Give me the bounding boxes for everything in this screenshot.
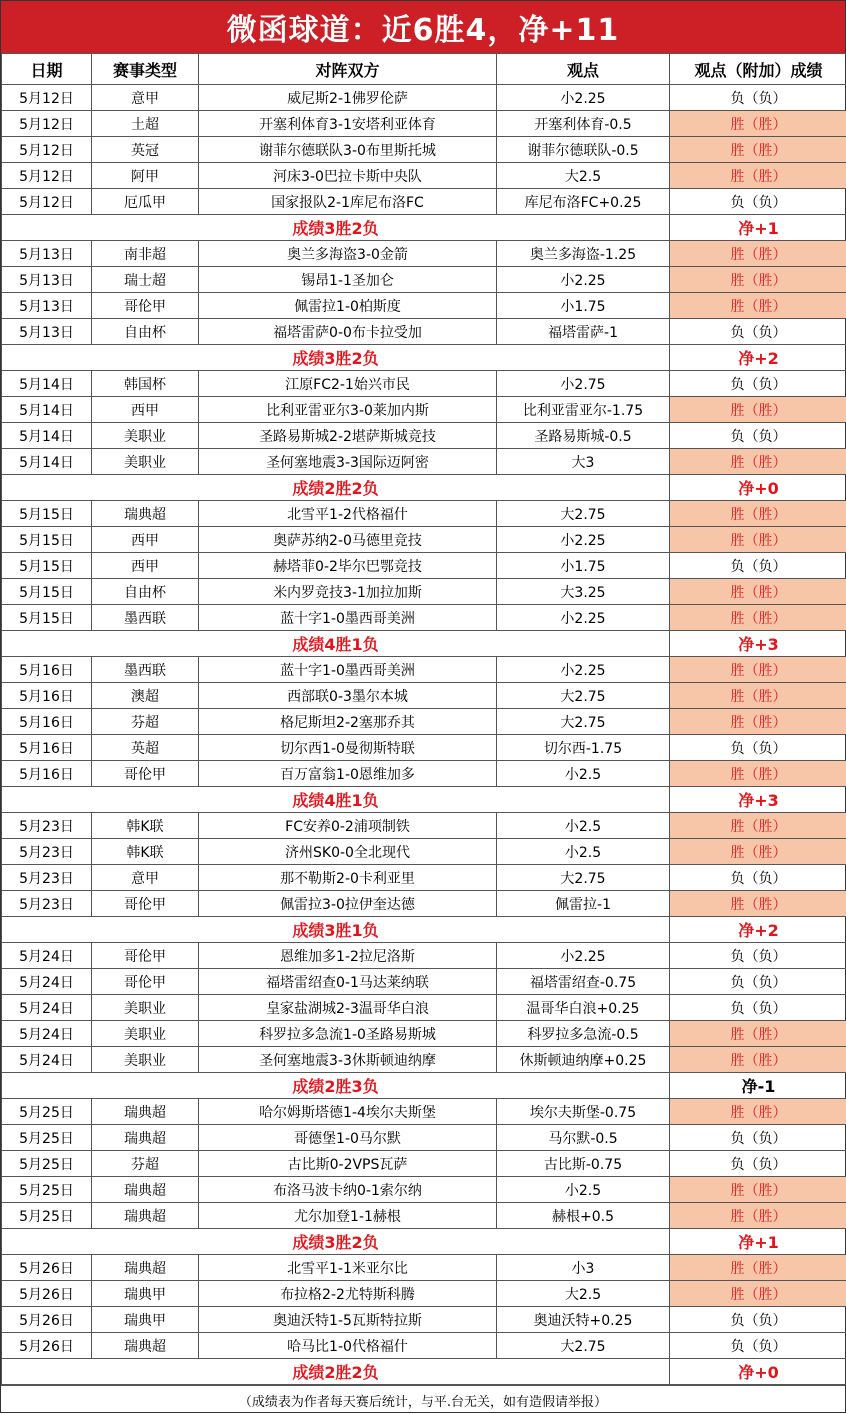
cell-result: 胜（胜）: [670, 1021, 846, 1047]
cell-date: 5月16日: [2, 683, 92, 709]
cell-date: 5月23日: [2, 839, 92, 865]
table-row: [2, 1177, 846, 1203]
table-row: [2, 449, 846, 475]
cell-league: 土超: [92, 111, 199, 137]
cell-date: 5月13日: [2, 293, 92, 319]
cell-pick: 小2.25: [497, 267, 670, 293]
cell-result: 胜（胜）: [670, 501, 846, 527]
cell-date: 5月15日: [2, 605, 92, 631]
cell-result: 胜（胜）: [670, 579, 846, 605]
cell-pick: 佩雷拉-1: [497, 891, 670, 917]
cell-pick: 大3: [497, 449, 670, 475]
cell-result: 负（负）: [670, 1307, 846, 1333]
summary-net: 净+3: [670, 631, 846, 657]
cell-league: 哥伦甲: [92, 891, 199, 917]
cell-result: 胜（胜）: [670, 1099, 846, 1125]
cell-league: 瑞典超: [92, 1099, 199, 1125]
cell-date: 5月16日: [2, 761, 92, 787]
table-header-row: [2, 54, 846, 85]
cell-league: 瑞典超: [92, 1203, 199, 1229]
cell-match: FC安养0-2浦项制铁: [199, 813, 497, 839]
cell-pick: 大2.75: [497, 865, 670, 891]
cell-pick: 奥迪沃特+0.25: [497, 1307, 670, 1333]
cell-league: 芬超: [92, 1151, 199, 1177]
cell-date: 5月12日: [2, 111, 92, 137]
cell-match: 威尼斯2-1佛罗伦萨: [199, 85, 497, 111]
header-match: 对阵双方: [199, 54, 497, 85]
table-row: [2, 85, 846, 111]
cell-league: 自由杯: [92, 579, 199, 605]
cell-result: 胜（胜）: [670, 1177, 846, 1203]
cell-match: 福塔雷萨0-0布卡拉受加: [199, 319, 497, 345]
cell-date: 5月25日: [2, 1151, 92, 1177]
cell-result: 胜（胜）: [670, 293, 846, 319]
cell-league: 英超: [92, 735, 199, 761]
cell-result: 负（负）: [670, 319, 846, 345]
summary-row: [2, 1229, 846, 1255]
table-row: [2, 709, 846, 735]
cell-result: 胜（胜）: [670, 111, 846, 137]
table-row: [2, 1099, 846, 1125]
cell-league: 韩K联: [92, 813, 199, 839]
cell-match: 古比斯0-2VPS瓦萨: [199, 1151, 497, 1177]
cell-league: 西甲: [92, 397, 199, 423]
cell-result: 胜（胜）: [670, 449, 846, 475]
cell-result: 负（负）: [670, 371, 846, 397]
table-row: [2, 995, 846, 1021]
cell-match: 奥迪沃特1-5瓦斯特拉斯: [199, 1307, 497, 1333]
cell-date: 5月23日: [2, 891, 92, 917]
cell-date: 5月24日: [2, 995, 92, 1021]
cell-match: 圣何塞地震3-3国际迈阿密: [199, 449, 497, 475]
cell-league: 美职业: [92, 1021, 199, 1047]
cell-match: 哥德堡1-0马尔默: [199, 1125, 497, 1151]
table-row: [2, 735, 846, 761]
cell-match: 比利亚雷亚尔3-0莱加内斯: [199, 397, 497, 423]
summary-row: [2, 215, 846, 241]
summary-row: [2, 1073, 846, 1099]
table-row: [2, 423, 846, 449]
cell-league: 西甲: [92, 553, 199, 579]
cell-date: 5月26日: [2, 1281, 92, 1307]
cell-date: 5月12日: [2, 189, 92, 215]
cell-result: 胜（胜）: [670, 1255, 846, 1281]
cell-league: 自由杯: [92, 319, 199, 345]
cell-match: 锡昂1-1圣加仑: [199, 267, 497, 293]
summary-row: [2, 917, 846, 943]
cell-date: 5月24日: [2, 1021, 92, 1047]
cell-match: 科罗拉多急流1-0圣路易斯城: [199, 1021, 497, 1047]
cell-league: 芬超: [92, 709, 199, 735]
cell-pick: 科罗拉多急流-0.5: [497, 1021, 670, 1047]
cell-date: 5月14日: [2, 423, 92, 449]
cell-pick: 小2.25: [497, 943, 670, 969]
cell-result: 胜（胜）: [670, 1203, 846, 1229]
cell-league: 西甲: [92, 527, 199, 553]
cell-league: 瑞典超: [92, 1177, 199, 1203]
cell-league: 美职业: [92, 995, 199, 1021]
header-date: 日期: [2, 54, 92, 85]
cell-match: 北雪平1-1米亚尔比: [199, 1255, 497, 1281]
cell-league: 英冠: [92, 137, 199, 163]
cell-match: 江原FC2-1始兴市民: [199, 371, 497, 397]
cell-date: 5月12日: [2, 137, 92, 163]
summary-record: 成绩4胜1负: [2, 787, 670, 813]
table-row: [2, 969, 846, 995]
summary-record: 成绩2胜2负: [2, 1359, 670, 1385]
cell-match: 米内罗竞技3-1加拉加斯: [199, 579, 497, 605]
cell-pick: 埃尔夫斯堡-0.75: [497, 1099, 670, 1125]
cell-pick: 休斯顿迪纳摩+0.25: [497, 1047, 670, 1073]
summary-record: 成绩3胜2负: [2, 345, 670, 371]
summary-record: 成绩3胜1负: [2, 917, 670, 943]
cell-date: 5月25日: [2, 1099, 92, 1125]
page-title: 微函球道：近6胜4，净+11: [1, 1, 845, 53]
cell-date: 5月15日: [2, 527, 92, 553]
cell-league: 瑞典超: [92, 501, 199, 527]
cell-result: 胜（胜）: [670, 241, 846, 267]
cell-match: 尤尔加登1-1赫根: [199, 1203, 497, 1229]
header-result: 观点（附加）成绩: [670, 54, 846, 85]
cell-pick: 小2.75: [497, 371, 670, 397]
summary-net: 净+1: [670, 215, 846, 241]
cell-league: 美职业: [92, 449, 199, 475]
table-row: [2, 605, 846, 631]
table-row: [2, 1307, 846, 1333]
header-pick: 观点: [497, 54, 670, 85]
table-row: [2, 293, 846, 319]
cell-pick: 奥兰多海盗-1.25: [497, 241, 670, 267]
cell-result: 胜（胜）: [670, 1281, 846, 1307]
cell-pick: 比利亚雷亚尔-1.75: [497, 397, 670, 423]
cell-result: 负（负）: [670, 943, 846, 969]
summary-row: [2, 1359, 846, 1385]
header-league: 赛事类型: [92, 54, 199, 85]
summary-row: [2, 631, 846, 657]
cell-pick: 大2.75: [497, 683, 670, 709]
cell-result: 胜（胜）: [670, 267, 846, 293]
cell-pick: 小2.25: [497, 657, 670, 683]
cell-match: 佩雷拉1-0柏斯度: [199, 293, 497, 319]
table-row: [2, 813, 846, 839]
cell-result: 胜（胜）: [670, 709, 846, 735]
table-row: [2, 1203, 846, 1229]
cell-result: 负（负）: [670, 423, 846, 449]
cell-result: 负（负）: [670, 85, 846, 111]
cell-match: 圣何塞地震3-3休斯顿迪纳摩: [199, 1047, 497, 1073]
cell-date: 5月26日: [2, 1333, 92, 1359]
cell-date: 5月26日: [2, 1255, 92, 1281]
cell-pick: 谢菲尔德联队-0.5: [497, 137, 670, 163]
cell-result: 负（负）: [670, 735, 846, 761]
table-row: [2, 1255, 846, 1281]
cell-league: 阿甲: [92, 163, 199, 189]
table-row: [2, 111, 846, 137]
cell-match: 那不勒斯2-0卡利亚里: [199, 865, 497, 891]
cell-match: 赫塔菲0-2毕尔巴鄂竞技: [199, 553, 497, 579]
table-row: [2, 163, 846, 189]
cell-result: 胜（胜）: [670, 397, 846, 423]
cell-result: 负（负）: [670, 865, 846, 891]
cell-pick: 小2.25: [497, 85, 670, 111]
table-row: [2, 579, 846, 605]
cell-result: 胜（胜）: [670, 891, 846, 917]
cell-date: 5月14日: [2, 449, 92, 475]
cell-league: 韩国杯: [92, 371, 199, 397]
cell-match: 河床3-0巴拉卡斯中央队: [199, 163, 497, 189]
summary-record: 成绩2胜2负: [2, 475, 670, 501]
summary-row: [2, 475, 846, 501]
cell-league: 瑞士超: [92, 267, 199, 293]
cell-match: 奥萨苏纳2-0马德里竞技: [199, 527, 497, 553]
cell-date: 5月25日: [2, 1125, 92, 1151]
table-row: [2, 891, 846, 917]
cell-match: 布拉格2-2尤特斯科腾: [199, 1281, 497, 1307]
cell-match: 圣路易斯城2-2堪萨斯城竞技: [199, 423, 497, 449]
table-row: [2, 501, 846, 527]
cell-pick: 小2.25: [497, 605, 670, 631]
cell-league: 瑞典超: [92, 1125, 199, 1151]
cell-date: 5月15日: [2, 553, 92, 579]
cell-date: 5月23日: [2, 865, 92, 891]
cell-pick: 切尔西-1.75: [497, 735, 670, 761]
cell-pick: 小1.75: [497, 553, 670, 579]
cell-league: 哥伦甲: [92, 969, 199, 995]
summary-record: 成绩3胜2负: [2, 1229, 670, 1255]
cell-pick: 小2.25: [497, 527, 670, 553]
cell-pick: 古比斯-0.75: [497, 1151, 670, 1177]
cell-league: 韩K联: [92, 839, 199, 865]
cell-match: 切尔西1-0曼彻斯特联: [199, 735, 497, 761]
cell-pick: 大3.25: [497, 579, 670, 605]
cell-match: 格尼斯坦2-2塞那乔其: [199, 709, 497, 735]
table-row: [2, 761, 846, 787]
cell-match: 奥兰多海盗3-0金箭: [199, 241, 497, 267]
cell-pick: 小1.75: [497, 293, 670, 319]
cell-match: 西部联0-3墨尔本城: [199, 683, 497, 709]
summary-net: 净+2: [670, 345, 846, 371]
cell-match: 开塞利体育3-1安塔利亚体育: [199, 111, 497, 137]
summary-record: 成绩4胜1负: [2, 631, 670, 657]
cell-pick: 小3: [497, 1255, 670, 1281]
cell-match: 福塔雷绍查0-1马达莱纳联: [199, 969, 497, 995]
cell-date: 5月13日: [2, 319, 92, 345]
cell-date: 5月16日: [2, 735, 92, 761]
cell-result: 负（负）: [670, 1151, 846, 1177]
results-table: [1, 53, 846, 1385]
cell-result: 胜（胜）: [670, 137, 846, 163]
summary-net: 净+1: [670, 1229, 846, 1255]
cell-pick: 小2.5: [497, 813, 670, 839]
cell-pick: 小2.5: [497, 1177, 670, 1203]
table-row: [2, 527, 846, 553]
cell-date: 5月12日: [2, 85, 92, 111]
table-row: [2, 553, 846, 579]
table-row: [2, 1125, 846, 1151]
cell-result: 胜（胜）: [670, 163, 846, 189]
cell-league: 意甲: [92, 865, 199, 891]
cell-result: 负（负）: [670, 1333, 846, 1359]
table-row: [2, 1021, 846, 1047]
cell-pick: 小2.5: [497, 761, 670, 787]
cell-match: 济州SK0-0全北现代: [199, 839, 497, 865]
cell-date: 5月23日: [2, 813, 92, 839]
cell-result: 胜（胜）: [670, 605, 846, 631]
cell-league: 澳超: [92, 683, 199, 709]
footer-note: （成绩表为作者每天赛后统计，与平.台无关，如有造假请举报）: [1, 1385, 845, 1414]
cell-league: 瑞典甲: [92, 1307, 199, 1333]
cell-match: 蓝十字1-0墨西哥美洲: [199, 605, 497, 631]
summary-record: 成绩2胜3负: [2, 1073, 670, 1099]
cell-date: 5月25日: [2, 1177, 92, 1203]
table-row: [2, 683, 846, 709]
table-row: [2, 865, 846, 891]
table-row: [2, 397, 846, 423]
cell-date: 5月24日: [2, 969, 92, 995]
cell-league: 意甲: [92, 85, 199, 111]
cell-date: 5月13日: [2, 241, 92, 267]
table-row: [2, 839, 846, 865]
table-row: [2, 241, 846, 267]
cell-match: 谢菲尔德联队3-0布里斯托城: [199, 137, 497, 163]
summary-net: 净-1: [670, 1073, 846, 1099]
cell-result: 胜（胜）: [670, 527, 846, 553]
table-row: [2, 137, 846, 163]
cell-date: 5月12日: [2, 163, 92, 189]
cell-date: 5月16日: [2, 657, 92, 683]
cell-pick: 大2.75: [497, 501, 670, 527]
cell-league: 哥伦甲: [92, 293, 199, 319]
cell-match: 布洛马波卡纳0-1索尔纳: [199, 1177, 497, 1203]
summary-net: 净+0: [670, 475, 846, 501]
cell-date: 5月14日: [2, 397, 92, 423]
cell-pick: 小2.5: [497, 839, 670, 865]
cell-date: 5月24日: [2, 943, 92, 969]
cell-match: 蓝十字1-0墨西哥美洲: [199, 657, 497, 683]
cell-league: 厄瓜甲: [92, 189, 199, 215]
cell-result: 胜（胜）: [670, 683, 846, 709]
cell-pick: 圣路易斯城-0.5: [497, 423, 670, 449]
table-row: [2, 1333, 846, 1359]
cell-pick: 大2.75: [497, 1333, 670, 1359]
cell-league: 哥伦甲: [92, 943, 199, 969]
cell-match: 恩维加多1-2拉尼洛斯: [199, 943, 497, 969]
cell-date: 5月15日: [2, 501, 92, 527]
table-body: [2, 85, 846, 1385]
cell-result: 负（负）: [670, 995, 846, 1021]
summary-row: [2, 787, 846, 813]
cell-league: 瑞典甲: [92, 1281, 199, 1307]
cell-result: 胜（胜）: [670, 657, 846, 683]
cell-match: 国家报队2-1库尼布洛FC: [199, 189, 497, 215]
cell-pick: 温哥华白浪+0.25: [497, 995, 670, 1021]
cell-result: 负（负）: [670, 553, 846, 579]
cell-date: 5月24日: [2, 1047, 92, 1073]
cell-pick: 福塔雷萨-1: [497, 319, 670, 345]
cell-match: 哈尔姆斯塔德1-4埃尔夫斯堡: [199, 1099, 497, 1125]
cell-league: 美职业: [92, 1047, 199, 1073]
table-row: [2, 943, 846, 969]
summary-net: 净+0: [670, 1359, 846, 1385]
cell-match: 佩雷拉3-0拉伊奎达德: [199, 891, 497, 917]
cell-date: 5月13日: [2, 267, 92, 293]
cell-league: 墨西联: [92, 605, 199, 631]
cell-date: 5月15日: [2, 579, 92, 605]
cell-result: 负（负）: [670, 969, 846, 995]
cell-league: 瑞典超: [92, 1255, 199, 1281]
cell-result: 负（负）: [670, 1125, 846, 1151]
cell-league: 美职业: [92, 423, 199, 449]
cell-result: 胜（胜）: [670, 761, 846, 787]
cell-pick: 库尼布洛FC+0.25: [497, 189, 670, 215]
cell-date: 5月16日: [2, 709, 92, 735]
cell-pick: 赫根+0.5: [497, 1203, 670, 1229]
cell-result: 胜（胜）: [670, 813, 846, 839]
table-row: [2, 319, 846, 345]
cell-league: 瑞典超: [92, 1333, 199, 1359]
cell-match: 北雪平1-2代格福什: [199, 501, 497, 527]
summary-net: 净+3: [670, 787, 846, 813]
table-row: [2, 371, 846, 397]
cell-result: 胜（胜）: [670, 839, 846, 865]
cell-match: 皇家盐湖城2-3温哥华白浪: [199, 995, 497, 1021]
cell-league: 哥伦甲: [92, 761, 199, 787]
cell-pick: 福塔雷绍查-0.75: [497, 969, 670, 995]
cell-league: 墨西联: [92, 657, 199, 683]
summary-net: 净+2: [670, 917, 846, 943]
cell-result: 胜（胜）: [670, 1047, 846, 1073]
cell-pick: 大2.5: [497, 163, 670, 189]
cell-league: 南非超: [92, 241, 199, 267]
table-row: [2, 657, 846, 683]
cell-match: 百万富翁1-0恩维加多: [199, 761, 497, 787]
cell-pick: 开塞利体育-0.5: [497, 111, 670, 137]
summary-row: [2, 345, 846, 371]
cell-pick: 大2.5: [497, 1281, 670, 1307]
table-row: [2, 1047, 846, 1073]
table-row: [2, 1151, 846, 1177]
cell-pick: 大2.75: [497, 709, 670, 735]
table-row: [2, 267, 846, 293]
table-row: [2, 189, 846, 215]
cell-date: 5月26日: [2, 1307, 92, 1333]
cell-result: 负（负）: [670, 189, 846, 215]
table-row: [2, 1281, 846, 1307]
summary-record: 成绩3胜2负: [2, 215, 670, 241]
cell-date: 5月25日: [2, 1203, 92, 1229]
cell-pick: 马尔默-0.5: [497, 1125, 670, 1151]
cell-date: 5月14日: [2, 371, 92, 397]
cell-match: 哈马比1-0代格福什: [199, 1333, 497, 1359]
